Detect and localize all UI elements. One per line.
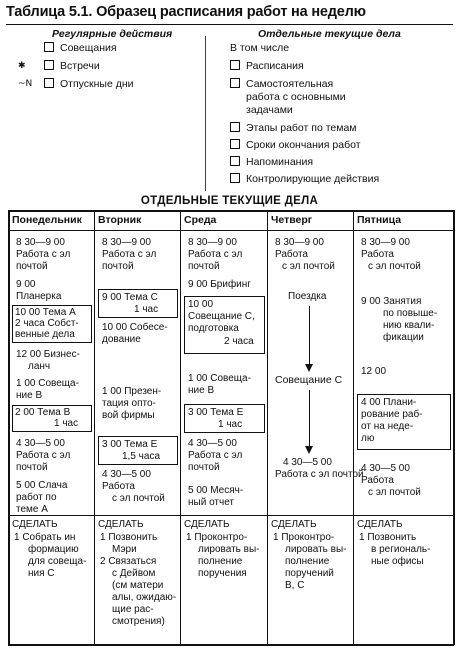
wed-text: 1 час: [218, 419, 243, 430]
separate-heading: Отдельные текущие дела: [258, 28, 401, 40]
regular-item-label: Совещания: [60, 42, 117, 54]
todo-label: СДЕЛАТЬ: [357, 519, 403, 530]
fri-text: Работа: [361, 475, 394, 486]
table-border-top: [8, 210, 454, 212]
mon-text: 4 30—5 00: [16, 438, 65, 449]
tue-text: дование: [102, 334, 141, 345]
separate-item: [230, 60, 304, 73]
fri-text: 4 00 Плани-: [361, 397, 417, 408]
wed-text: Работа с эл: [188, 450, 243, 461]
todo-label: СДЕЛАТЬ: [98, 519, 144, 530]
table-header-line: [8, 230, 454, 231]
wed-text: 4 30—5 00: [188, 438, 237, 449]
tue-text: 9 00 Тема С: [102, 292, 158, 303]
regular-item: [44, 78, 134, 91]
wed-text: 2 часа: [224, 336, 254, 347]
thu-text: 8 30—9 00: [275, 237, 324, 248]
separate-item-cont: задачами: [246, 104, 293, 116]
day-header-tue: Вторник: [98, 214, 142, 226]
wed-text: 5 00 Месяч-: [188, 485, 244, 496]
todo-text: ния С: [28, 568, 55, 579]
regular-heading: Регулярные действия: [52, 28, 173, 40]
separate-item-label: Напоминания: [246, 156, 314, 168]
thu-arrow-line: [309, 390, 310, 448]
tue-text: 1 00 Презен-: [102, 386, 162, 397]
mon-text: работ по: [16, 492, 57, 503]
regular-item: [44, 42, 117, 55]
tue-text: вой фирмы: [102, 410, 155, 421]
separate-item-label: Расписания: [246, 60, 304, 72]
todo-text: полнение: [198, 556, 243, 567]
fri-text: фикации: [383, 332, 424, 343]
wed-text: 3 00 Тема Е: [188, 407, 244, 418]
separate-item: [230, 139, 361, 152]
checkbox-icon: [230, 60, 240, 70]
mon-text: 2 00 Тема В: [15, 407, 71, 418]
todo-text: с Дейвом: [112, 568, 156, 579]
symbol-icon: ✱: [18, 61, 26, 71]
checkbox-icon: [230, 173, 240, 183]
todo-text: 1 Собрать ин: [14, 532, 76, 543]
thu-text: с эл почтой: [282, 261, 335, 272]
mon-text: почтой: [16, 261, 48, 272]
day-header-mon: Понедельник: [12, 214, 82, 226]
separate-item: [230, 122, 357, 135]
todo-text: лировать вы-: [198, 544, 260, 555]
separate-item-cont: работа с основными: [246, 91, 346, 103]
mon-text: 1 00 Совеща-: [16, 378, 79, 389]
todo-text: (см матери: [112, 580, 164, 591]
arrow-down-icon: [305, 364, 313, 372]
fri-text: с эл почтой: [368, 487, 421, 498]
checkbox-icon: [230, 156, 240, 166]
thu-text: Поездка: [288, 291, 327, 302]
wed-text: 1 00 Совеща-: [188, 373, 251, 384]
tue-text: 8 30—9 00: [102, 237, 151, 248]
fri-text: Работа: [361, 249, 394, 260]
mon-text: 5 00 Слача: [16, 480, 68, 491]
fri-text: 4 30—5 00: [361, 463, 410, 474]
fri-text: 12 00: [361, 366, 387, 377]
wed-text: ние В: [188, 385, 215, 396]
separate-item-label: Контролирующие действия: [246, 173, 380, 185]
todo-text: поручения: [198, 568, 247, 579]
wed-text: 9 00 Брифинг: [188, 279, 251, 290]
mon-text: венные дела: [15, 329, 75, 340]
wed-text: 8 30—9 00: [188, 237, 237, 248]
separate-item: [230, 156, 313, 169]
todo-text: в региональ-: [371, 544, 431, 555]
todo-text: смотрения): [112, 616, 165, 627]
tue-text: с эл почтой: [112, 493, 165, 504]
column-line: [94, 210, 95, 645]
table-border-left: [8, 210, 10, 645]
checkbox-icon: [44, 78, 54, 88]
column-line: [180, 210, 181, 645]
day-header-thu: Четверг: [271, 214, 313, 226]
separate-item: [230, 173, 379, 186]
todo-text: 1 Проконтро-: [273, 532, 335, 543]
wed-text: Работа с эл: [188, 249, 243, 260]
tue-text: 1 час: [134, 304, 159, 315]
fri-text: рование раб-: [361, 409, 423, 420]
todo-text: для совеща-: [28, 556, 87, 567]
page-title: Таблица 5.1. Образец расписания работ на неделю: [6, 4, 453, 25]
tue-text: 1,5 часа: [122, 451, 161, 462]
checkbox-icon: [44, 42, 54, 52]
todo-text: лировать вы-: [285, 544, 347, 555]
todo-text: ные офисы: [371, 556, 424, 567]
mon-text: 12 00 Бизнес-: [16, 349, 80, 360]
todo-label: СДЕЛАТЬ: [12, 519, 58, 530]
wed-text: Совещание С,: [188, 311, 255, 322]
regular-item-label: Отпускные дни: [60, 78, 134, 90]
todo-text: формацию: [28, 544, 79, 555]
checkbox-icon: [230, 78, 240, 88]
checkbox-icon: [44, 60, 54, 70]
separate-subheading: В том числе: [230, 42, 290, 54]
todo-text: алы, ожидаю-: [112, 592, 177, 603]
fri-text: 8 30—9 00: [361, 237, 410, 248]
mon-text: Работа с эл: [16, 249, 71, 260]
separate-item-label: Этапы работ по темам: [246, 122, 357, 134]
todo-text: 2 Связаться: [100, 556, 157, 567]
mon-text: 2 часа Собст-: [15, 318, 79, 329]
mon-text: 1 час: [54, 418, 79, 429]
fri-text: нию квали-: [383, 320, 435, 331]
todo-text: Мэри: [112, 544, 137, 555]
mon-text: 8 30—9 00: [16, 237, 65, 248]
column-divider: [205, 36, 206, 191]
thu-text: Работа: [275, 249, 308, 260]
fri-text: от на неде-: [361, 421, 414, 432]
mon-text: Планерка: [16, 291, 62, 302]
mon-text: 10 00 Тема А: [15, 307, 76, 318]
todo-text: 1 Позвонить: [100, 532, 158, 543]
todo-label: СДЕЛАТЬ: [184, 519, 230, 530]
regular-item-label: Встречи: [60, 60, 100, 72]
fri-text: с эл почтой: [368, 261, 421, 272]
checkbox-icon: [230, 122, 240, 132]
thu-text: 4 30—5 00: [283, 457, 332, 468]
wed-text: почтой: [188, 462, 220, 473]
table-title: ОТДЕЛЬНЫЕ ТЕКУЩИЕ ДЕЛА: [140, 195, 319, 207]
mon-text: ние В: [16, 390, 43, 401]
symbol-icon: ~N: [18, 79, 33, 89]
thu-text: Работа с эл почтой: [275, 469, 364, 480]
fri-text: по повыше-: [383, 308, 438, 319]
tue-text: Работа с эл: [102, 249, 157, 260]
todo-text: поручений: [285, 568, 334, 579]
table-border-right: [453, 210, 455, 645]
table-todo-line: [8, 515, 454, 516]
mon-text: почтой: [16, 462, 48, 473]
tue-text: почтой: [102, 261, 134, 272]
tue-text: 4 30—5 00: [102, 469, 151, 480]
wed-text: ный отчет: [188, 497, 235, 508]
separate-item: [230, 78, 333, 91]
fri-text: 9 00 Занятия: [361, 296, 422, 307]
todo-label: СДЕЛАТЬ: [271, 519, 317, 530]
separate-item-label: Сроки окончания работ: [246, 139, 361, 151]
tue-text: Работа: [102, 481, 135, 492]
regular-item: [44, 60, 100, 73]
todo-text: полнение: [285, 556, 330, 567]
table-border-bottom: [8, 644, 454, 646]
day-header-fri: Пятница: [357, 214, 402, 226]
todo-text: 1 Проконтро-: [186, 532, 248, 543]
todo-text: щие рас-: [112, 604, 154, 615]
day-header-wed: Среда: [184, 214, 217, 226]
tue-text: 3 00 Тема Е: [102, 439, 158, 450]
wed-text: почтой: [188, 261, 220, 272]
mon-text: ланч: [28, 361, 51, 372]
separate-item-label: Самостоятельная: [246, 78, 334, 90]
wed-text: 10 00: [188, 299, 214, 310]
todo-text: 1 Позвонить: [359, 532, 417, 543]
column-line: [353, 210, 354, 645]
mon-text: теме А: [16, 504, 48, 515]
mon-text: 9 00: [16, 279, 36, 290]
thu-arrow-line: [309, 306, 310, 366]
tue-text: 10 00 Собесе-: [102, 322, 168, 333]
mon-text: Работа с эл: [16, 450, 71, 461]
todo-text: В, С: [285, 580, 305, 591]
column-line: [267, 210, 268, 645]
thu-text: Совещание С: [275, 374, 343, 386]
checkbox-icon: [230, 139, 240, 149]
fri-text: лю: [361, 433, 375, 444]
tue-text: тация опто-: [102, 398, 156, 409]
arrow-down-icon: [305, 446, 313, 454]
wed-text: подготовка: [188, 323, 239, 334]
